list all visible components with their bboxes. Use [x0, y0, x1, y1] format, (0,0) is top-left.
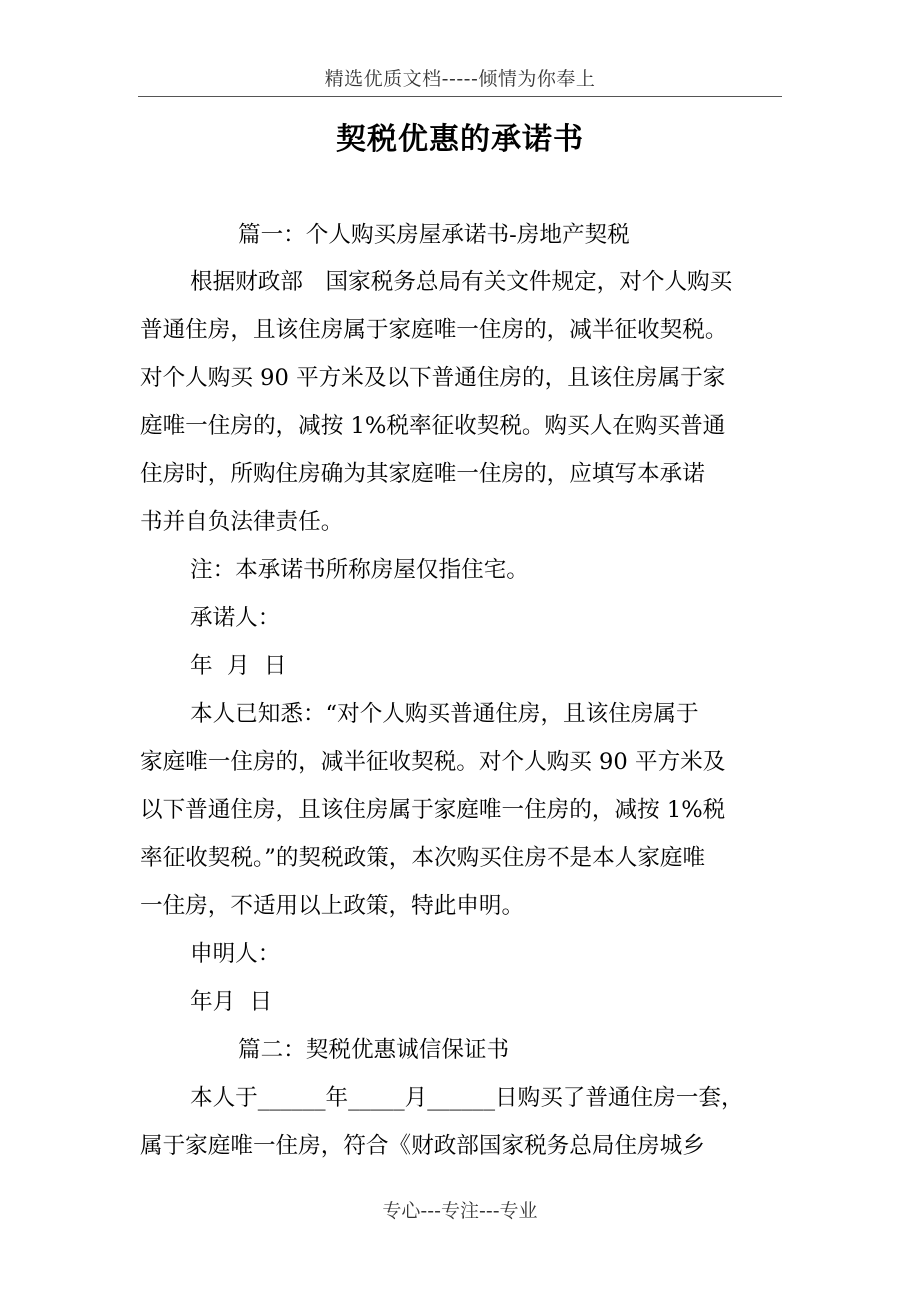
document-title: 契税优惠的承诺书	[336, 122, 584, 157]
paragraph-line: 家庭唯一住房的，减半征收契税。对个人购买 90 平方米及	[140, 749, 726, 775]
paragraph-line: 庭唯一住房的，减按 1%税率征收契税。购买人在购买普通	[140, 413, 726, 439]
declarant-label: 申明人：	[190, 941, 281, 967]
paragraph-line: 普通住房，且该住房属于家庭唯一住房的，减半征收契税。	[140, 317, 728, 343]
paragraph-line: 对个人购买 90 平方米及以下普通住房的，且该住房属于家	[140, 365, 726, 391]
section1-heading: 篇一：个人购买房屋承诺书-房地产契税	[238, 222, 630, 248]
paragraph-line: 住房时，所购住房确为其家庭唯一住房的，应填写本承诺	[140, 461, 705, 487]
paragraph-line: 本人于______年_____月______日购买了普通住房一套，	[190, 1085, 744, 1111]
paragraph-line: 本人已知悉：“对个人购买普通住房，且该住房属于	[190, 701, 699, 727]
paragraph-line: 一住房，不适用以上政策，特此申明。	[140, 893, 525, 919]
paragraph-line: 根据财政部 国家税务总局有关文件规定，对个人购买	[190, 269, 733, 295]
page-header: 精选优质文档-----倾情为你奉上	[324, 68, 596, 90]
date-line: 年 月 日	[190, 653, 287, 679]
header-divider	[138, 96, 782, 97]
section2-heading: 篇二：契税优惠诚信保证书	[238, 1037, 510, 1063]
paragraph-line: 属于家庭唯一住房，符合《财政部国家税务总局住房城乡	[140, 1133, 705, 1159]
paragraph-line: 书并自负法律责任。	[140, 509, 344, 535]
promisor-label: 承诺人：	[190, 605, 281, 631]
paragraph-line: 以下普通住房，且该住房属于家庭唯一住房的，减按 1%税	[140, 797, 726, 823]
page-footer: 专心---专注---专业	[382, 1200, 538, 1222]
date-line: 年月 日	[190, 989, 273, 1015]
paragraph-line: 率征收契税。”的契税政策，本次购买住房不是本人家庭唯	[140, 845, 706, 871]
note-line: 注：本承诺书所称房屋仅指住宅。	[190, 557, 529, 583]
